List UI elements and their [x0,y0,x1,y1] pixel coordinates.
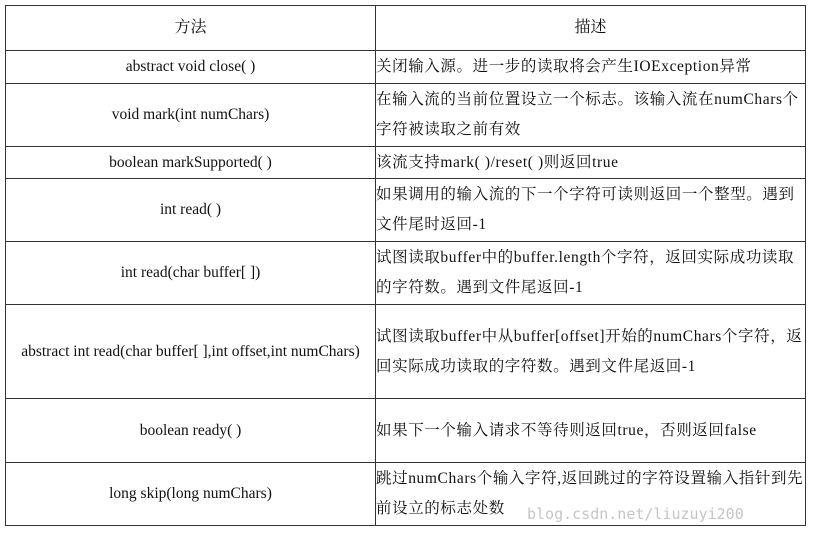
description-cell: 跳过numChars个输入字符,返回跳过的字符设置输入指针到先前设立的标志处数 [376,463,806,526]
table-row [6,399,806,463]
method-cell: void mark(int numChars) [6,84,376,147]
reader-methods-table [5,5,806,526]
table-row [6,463,806,526]
table-row [6,84,806,147]
description-cell: 试图读取buffer中从buffer[offset]开始的numChars个字符，返回实际成功读取的字符数。遇到文件尾返回-1 [376,305,806,399]
method-cell: int read(char buffer[ ]) [6,242,376,305]
header-row [6,6,806,51]
method-cell: abstract void close( ) [6,51,376,84]
description-cell: 关闭输入源。进一步的读取将会产生IOException异常 [376,51,806,84]
table-row [6,242,806,305]
table-row [6,51,806,84]
table-row [6,147,806,179]
description-cell: 如果下一个输入请求不等待则返回true，否则返回false [376,399,806,463]
header-method: 方法 [6,6,376,51]
description-cell: 在输入流的当前位置设立一个标志。该输入流在numChars个字符被读取之前有效 [376,84,806,147]
description-cell: 该流支持mark( )/reset( )则返回true [376,147,806,179]
method-cell: long skip(long numChars) [6,463,376,526]
description-cell: 如果调用的输入流的下一个字符可读则返回一个整型。遇到文件尾时返回-1 [376,179,806,242]
method-cell: int read( ) [6,179,376,242]
method-cell: boolean markSupported( ) [6,147,376,179]
description-cell: 试图读取buffer中的buffer.length个字符，返回实际成功读取的字符数。遇到文件尾返回-1 [376,242,806,305]
table-row [6,179,806,242]
watermark: blog.csdn.net/liuzuyi200 [527,505,744,523]
header-description: 描述 [376,6,806,51]
table-row [6,305,806,399]
method-cell: boolean ready( ) [6,399,376,463]
method-cell: abstract int read(char buffer[ ],int offset,int numChars) [6,305,376,399]
